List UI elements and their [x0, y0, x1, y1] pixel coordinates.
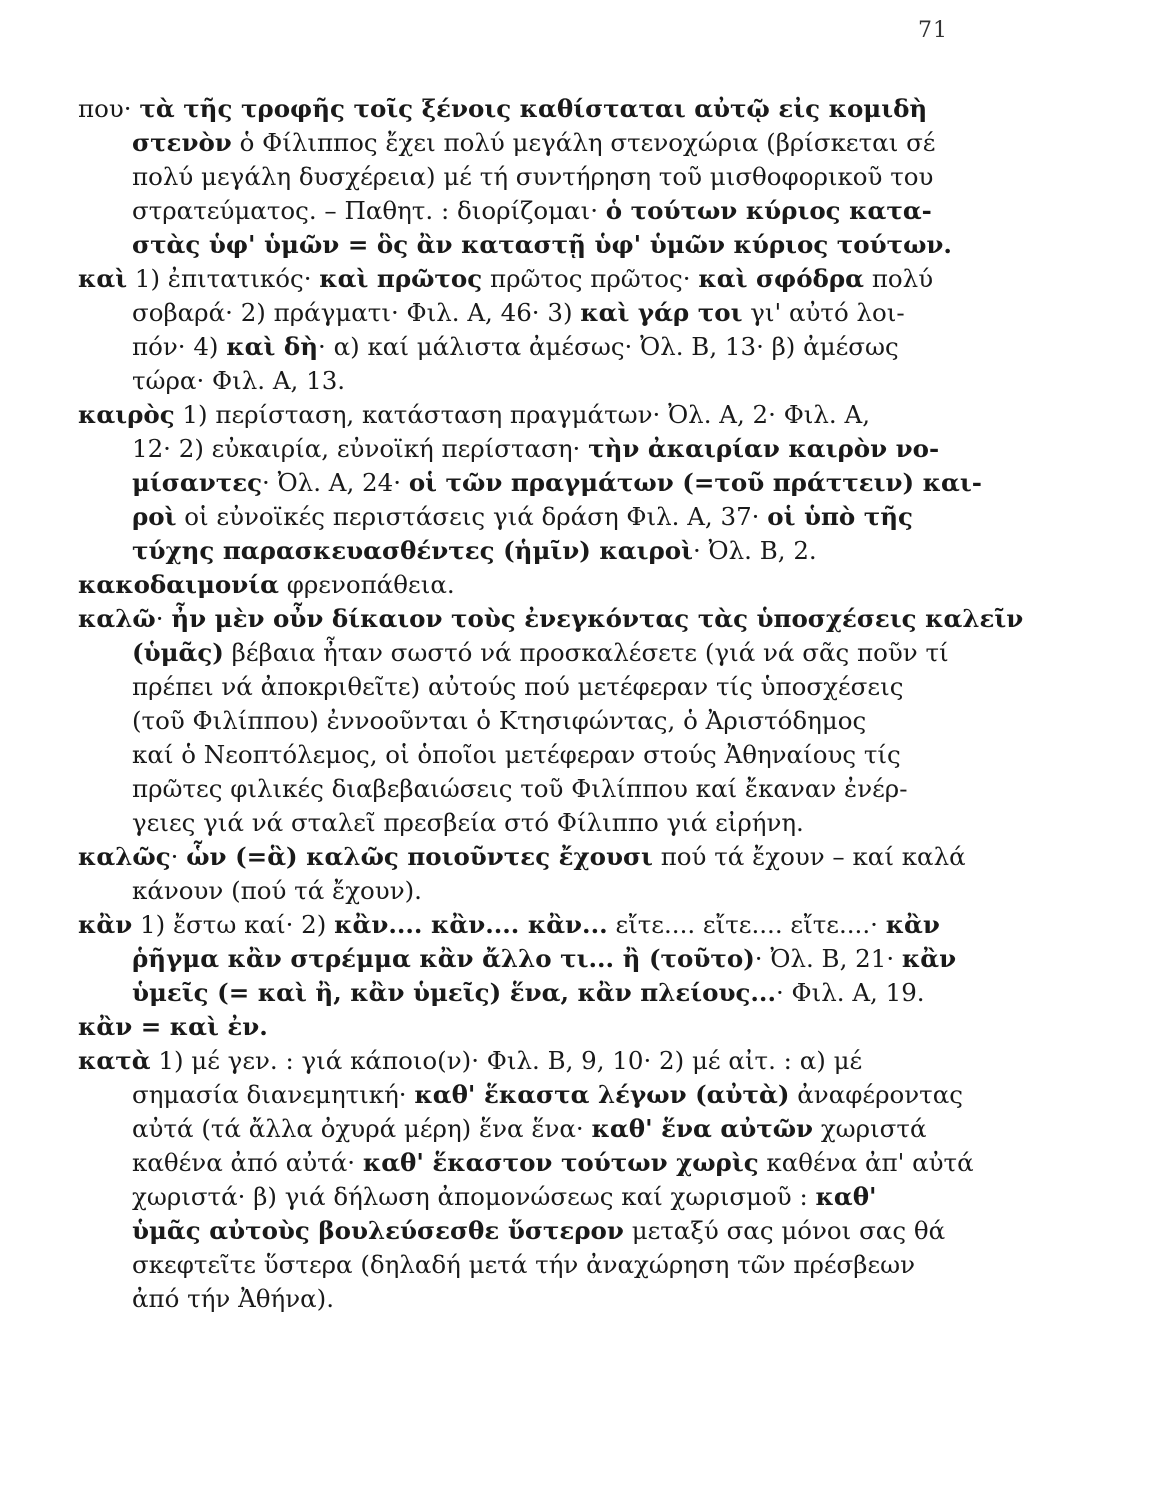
regular-text: στρατεύματος. – Παθητ. : διορίζομαι·: [132, 196, 606, 225]
entry-line: [78, 330, 968, 364]
regular-text: χωριστά· β) γιά δήλωση ἀπομονώσεως καί χωρισμοῦ :: [132, 1182, 816, 1211]
regular-text: 12· 2) εὐκαιρία, εὐνοϊκή περίσταση·: [132, 434, 589, 463]
dictionary-entry: [78, 1010, 968, 1044]
bold-text: καθ' ἕνα αὐτῶν: [591, 1114, 814, 1143]
regular-text: 1) ἐπιτατικός·: [127, 264, 320, 293]
regular-text: φρενοπάθεια.: [278, 570, 455, 599]
regular-text: ἀπό τήν Ἀθήνα).: [132, 1284, 335, 1313]
regular-text: σημασία διανεμητική·: [132, 1080, 415, 1109]
regular-text: πρῶτος πρῶτος·: [482, 264, 699, 293]
regular-text: ·: [155, 604, 172, 633]
entry-line: [78, 874, 968, 908]
entry-line: [78, 772, 968, 806]
regular-text: μεταξύ σας μόνοι σας θά: [623, 1216, 946, 1245]
entry-line: [78, 1112, 968, 1146]
bold-text: κἂν: [78, 910, 133, 939]
bold-text: καὶ σφόδρα: [698, 264, 865, 293]
dictionary-entry: [78, 568, 968, 602]
regular-text: 1) περίσταση, κατάσταση πραγμάτων· Ὀλ. Α, 2· Φιλ. Α,: [174, 400, 870, 429]
dictionary-entry: [78, 1044, 974, 1316]
bold-text: τὴν ἀκαιρίαν καιρὸν νο-: [588, 434, 940, 463]
regular-text: γειες γιά νά σταλεῖ πρεσβεία στό Φίλιππο γιά εἰρήνη.: [132, 808, 804, 837]
regular-text: πολύ: [864, 264, 934, 293]
bold-text: καλῶς: [78, 842, 171, 871]
regular-text: αὐτά (τά ἄλλα ὀχυρά μέρη) ἕνα ἕνα·: [132, 1114, 592, 1143]
entry-line: [78, 942, 968, 976]
regular-text: καί ὁ Νεοπτόλεμος, οἱ ὁποῖοι μετέφεραν στούς Ἀθηναίους τίς: [132, 740, 901, 769]
entry-line: [78, 1078, 968, 1112]
regular-text: σκεφτεῖτε ὕστερα (δηλαδή μετά τήν ἀναχώρηση τῶν πρέσβεων: [132, 1250, 916, 1279]
bold-text: οἱ ὑπὸ τῆς: [767, 502, 913, 531]
entry-line: [78, 806, 968, 840]
regular-text: 1) μέ γεν. : γιά κάποιο(ν)· Φιλ. Β, 9, 10· 2) μέ αἰτ. : α) μέ: [150, 1046, 863, 1075]
dictionary-entry: [78, 398, 982, 568]
dictionary-entry: [78, 262, 968, 398]
entry-line: [78, 840, 968, 874]
bold-text: ροὶ: [132, 502, 177, 531]
bold-text: ὁ τούτων κύριος κατα-: [605, 196, 932, 225]
regular-text: πολύ μεγάλη δυσχέρεια) μέ τή συντήρηση τοῦ μισθοφορικοῦ του: [132, 162, 934, 191]
regular-text: (τοῦ Φιλίππου) ἐννοοῦνται ὁ Κτησιφώντας, ὁ Ἀριστόδημος: [132, 706, 867, 735]
regular-text: χωριστά: [813, 1114, 927, 1143]
dictionary-text: [78, 92, 1024, 1316]
regular-text: · Ὀλ. Β, 2.: [692, 536, 817, 565]
regular-text: πού τά ἔχουν – καί καλά: [652, 842, 966, 871]
dictionary-entry: [78, 908, 968, 1010]
bold-text: τύχης παρασκευασθέντες (ἡμῖν) καιροὶ: [132, 536, 693, 565]
regular-text: · Ὀλ. Β, 21·: [754, 944, 902, 973]
regular-text: καθένα ἀπό αὐτά·: [132, 1148, 363, 1177]
bold-text: κἂν: [901, 944, 957, 973]
regular-text: κάνουν (πού τά ἔχουν).: [132, 876, 422, 905]
entry-line: [78, 1146, 974, 1180]
bold-text: καὶ: [78, 264, 128, 293]
regular-text: ἀναφέροντας: [789, 1080, 963, 1109]
bold-text: καθ': [815, 1182, 877, 1211]
regular-text: ὁ Φίλιππος ἔχει πολύ μεγάλη στενοχώρια (βρίσκεται σέ: [231, 128, 936, 157]
regular-text: εἴτε.... εἴτε.... εἴτε....·: [607, 910, 886, 939]
entry-line: [78, 500, 968, 534]
bold-text: στὰς ὑφ' ὑμῶν = ὃς ἂν καταστῇ ὑφ' ὑμῶν κύριος τούτων.: [132, 230, 952, 259]
bold-text: καὶ γάρ τοι: [580, 298, 743, 327]
entry-line: [78, 432, 968, 466]
bold-text: ὑμᾶς αὐτοὺς βουλεύσεσθε ὕστερον: [132, 1216, 624, 1245]
entry-line: [78, 1180, 968, 1214]
entry-line: [78, 364, 968, 398]
regular-text: βέβαια ἦταν σωστό νά προσκαλέσετε (γιά νά σᾶς ποῦν τί: [223, 638, 949, 667]
entry-line: [78, 738, 968, 772]
entry-line: [78, 534, 968, 568]
dictionary-entry: [78, 92, 968, 262]
entry-line: [78, 1248, 968, 1282]
bold-text: κἂν = καὶ ἐν.: [78, 1012, 268, 1041]
bold-text: κἂν.... κἂν.... κἂν...: [334, 910, 608, 939]
entry-line: [78, 262, 968, 296]
regular-text: γι' αὐτό λοι-: [742, 298, 905, 327]
entry-line: [78, 92, 968, 126]
entry-line: [78, 296, 968, 330]
regular-text: ·: [170, 842, 187, 871]
entry-line: [78, 704, 968, 738]
entry-line: [78, 568, 968, 602]
page-number: 71: [918, 18, 948, 43]
bold-text: κατὰ: [78, 1046, 151, 1075]
entry-line: [78, 1282, 968, 1316]
bold-text: καὶ δὴ: [226, 332, 319, 361]
bold-text: ὧν (=ἃ) καλῶς ποιοῦντες ἔχουσι: [186, 842, 653, 871]
entry-line: [78, 160, 968, 194]
bold-text: καλῶ: [78, 604, 156, 633]
regular-text: · Φιλ. Α, 19.: [775, 978, 925, 1007]
bold-text: ἦν μὲν οὖν δίκαιον τοὺς ἐνεγκόντας τὰς ὑποσχέσεις καλεῖν: [171, 604, 1024, 633]
dictionary-entry: [78, 602, 1024, 840]
entry-line: [78, 466, 982, 500]
regular-text: πρέπει νά ἀποκριθεῖτε) αὐτούς πού μετέφεραν τίς ὑποσχέσεις: [132, 672, 904, 701]
entry-line: [78, 228, 968, 262]
entry-line: [78, 1010, 968, 1044]
regular-text: 1) ἔστω καί· 2): [132, 910, 335, 939]
bold-text: οἱ τῶν πραγμάτων (=τοῦ πράττειν) και-: [408, 468, 982, 497]
entry-line: [78, 398, 968, 432]
bold-text: ῥῆγμα κἂν στρέμμα κἂν ἄλλο τι... ἢ (τοῦτο): [132, 944, 755, 973]
regular-text: σοβαρά· 2) πράγματι· Φιλ. Α, 46· 3): [132, 298, 581, 327]
bold-text: ὑμεῖς (= καὶ ἢ, κἂν ὑμεῖς) ἕνα, κἂν πλείους...: [132, 978, 776, 1007]
entry-line: [78, 670, 968, 704]
entry-line: [78, 908, 968, 942]
dictionary-entry: [78, 840, 968, 908]
regular-text: που·: [78, 94, 140, 123]
entry-line: [78, 194, 968, 228]
bold-text: κακοδαιμονία: [78, 570, 279, 599]
bold-text: κἂν: [885, 910, 940, 939]
regular-text: καθένα ἀπ' αὐτά: [758, 1148, 974, 1177]
bold-text: καὶ πρῶτος: [319, 264, 483, 293]
regular-text: πρῶτες φιλικές διαβεβαιώσεις τοῦ Φιλίππου καί ἔκαναν ἐνέρ-: [132, 774, 908, 803]
bold-text: καιρὸς: [78, 400, 175, 429]
bold-text: στενὸν: [132, 128, 232, 157]
entry-line: [78, 126, 968, 160]
bold-text: μίσαντες: [132, 468, 263, 497]
regular-text: οἱ εὐνοϊκές περιστάσεις γιά δράση Φιλ. Α, 37·: [176, 502, 768, 531]
entry-line: [78, 636, 968, 670]
bold-text: τὰ τῆς τροφῆς τοῖς ξένοις καθίσταται αὐτῷ εἰς κομιδὴ: [139, 94, 928, 123]
entry-line: [78, 976, 968, 1010]
regular-text: τώρα· Φιλ. Α, 13.: [132, 366, 346, 395]
regular-text: · α) καί μάλιστα ἀμέσως· Ὀλ. Β, 13· β) ἀμέσως: [318, 332, 899, 361]
regular-text: · Ὀλ. Α, 24·: [262, 468, 409, 497]
bold-text: καθ' ἕκαστα λέγων (αὐτὰ): [414, 1080, 790, 1109]
regular-text: πόν· 4): [132, 332, 227, 361]
entry-line: [78, 1044, 968, 1078]
entry-line: [78, 602, 1024, 636]
bold-text: (ὑμᾶς): [132, 638, 224, 667]
entry-line: [78, 1214, 968, 1248]
bold-text: καθ' ἕκαστον τούτων χωρὶς: [362, 1148, 759, 1177]
